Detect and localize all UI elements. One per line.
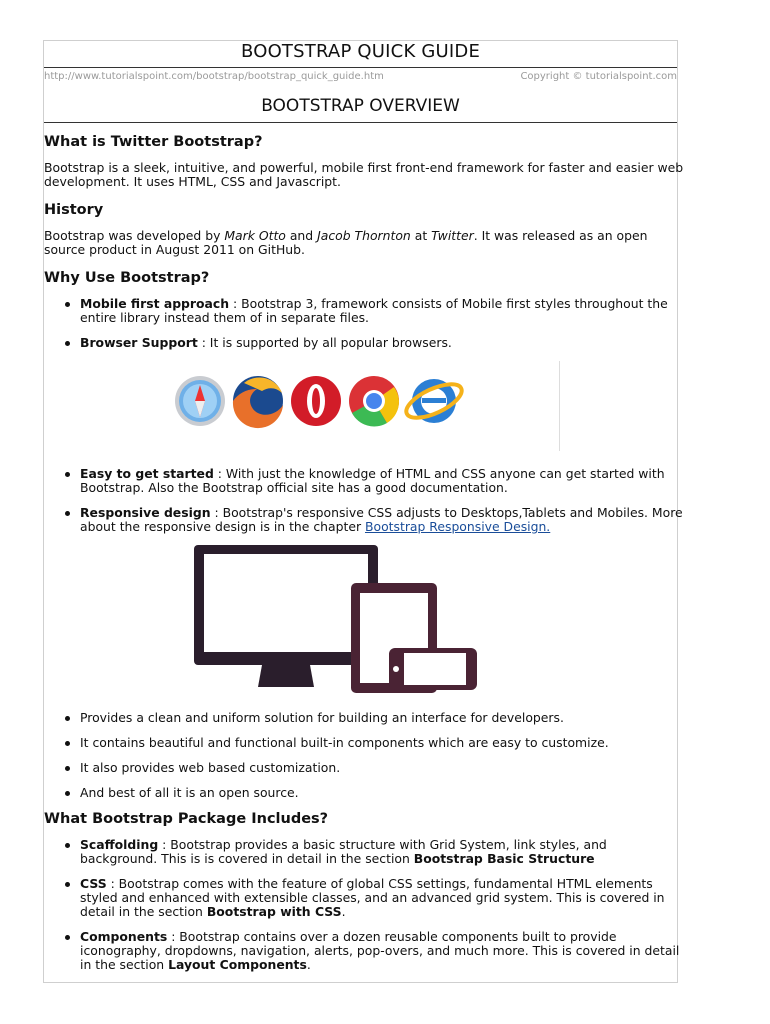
browser-logos-image (44, 361, 684, 451)
what-paragraph: Bootstrap is a sleek, intuitive, and powerful, mobile first front-end framework for faster and easier web development. It uses HTML, CSS and Javascript. (44, 160, 684, 189)
item-label: Responsive design (80, 505, 211, 520)
item-text: : Bootstrap contains over a dozen reusable components built to provide iconography, dropdowns, navigation, alerts, pop-overs, and much more. This is covered in detail in the section (80, 929, 680, 972)
section-reference: Bootstrap with CSS (206, 904, 342, 919)
responsive-design-link[interactable]: Bootstrap Responsive Design. (364, 519, 551, 534)
item-text: : It is supported by all popular browsers. (197, 335, 452, 350)
heading-package-includes: What Bootstrap Package Includes? (44, 811, 329, 827)
opera-icon (291, 376, 341, 426)
why-list-2 (44, 467, 684, 534)
author-name: Mark Otto (224, 228, 286, 243)
internet-explorer-icon (402, 377, 467, 424)
section-rule (44, 122, 677, 123)
list-item: It contains beautiful and functional built-in components which are easy to customize. (80, 736, 684, 750)
why-list-1 (44, 297, 684, 350)
heading-what-is: What is Twitter Bootstrap? (44, 134, 263, 150)
why-list-3 (44, 711, 684, 800)
title-rule (44, 67, 677, 68)
company-name: Twitter (431, 228, 474, 243)
page-title: BOOTSTRAP QUICK GUIDE (240, 41, 481, 62)
history-text: at (410, 228, 432, 243)
responsive-devices-image (44, 545, 684, 695)
list-item (80, 877, 684, 919)
list-item: Provides a clean and uniform solution for building an interface for developers. (80, 711, 684, 725)
chrome-icon (349, 376, 399, 427)
history-text: . It was released as an open source product in August 2011 on GitHub. (44, 228, 648, 257)
item-label: Browser Support (80, 335, 198, 350)
browser-logos-svg (44, 361, 564, 451)
list-item (80, 297, 684, 325)
copyright-text: Copyright © tutorialspoint.com (520, 71, 677, 82)
history-paragraph (44, 229, 684, 257)
item-label: CSS (80, 876, 107, 891)
item-label: Components (80, 929, 168, 944)
item-text-end: . (341, 904, 346, 919)
section-reference: Bootstrap Basic Structure (413, 851, 595, 866)
item-text: : Bootstrap comes with the feature of global CSS settings, fundamental HTML elements styled and enhanced with extensible classes, and an advanced grid system. This is covered in detail in the section (80, 876, 665, 919)
author-name: Jacob Thornton (317, 228, 411, 243)
history-text: Bootstrap was developed by (44, 228, 225, 243)
item-label: Mobile first approach (80, 296, 230, 311)
list-item (80, 467, 684, 495)
list-item (80, 506, 684, 534)
heading-history: History (44, 202, 104, 218)
section-title: BOOTSTRAP OVERVIEW (261, 96, 460, 116)
list-item (80, 838, 684, 866)
list-item (80, 930, 684, 972)
item-label: Scaffolding (80, 837, 159, 852)
safari-icon (175, 376, 225, 426)
image-border (559, 361, 560, 451)
item-text: : Bootstrap provides a basic structure with Grid System, link styles, and background. This is is covered in detail in the section (80, 837, 607, 866)
firefox-icon (233, 376, 283, 428)
list-item: It also provides web based customization. (80, 761, 684, 775)
list-item: And best of all it is an open source. (80, 786, 684, 800)
package-list (44, 838, 684, 972)
section-reference: Layout Components (168, 957, 307, 972)
item-text-end: . (306, 957, 311, 972)
phone-icon (389, 648, 477, 690)
item-text: : With just the knowledge of HTML and CSS anyone can get started with Bootstrap. Also the Bootstrap official site has a good documentation. (80, 466, 665, 495)
item-text: : Bootstrap's responsive CSS adjusts to Desktops,Tablets and Mobiles. More about the responsive design is in the chapter (80, 505, 683, 534)
desktop-monitor-icon (194, 545, 378, 687)
content (44, 134, 684, 983)
devices-svg (44, 545, 564, 695)
heading-why-use: Why Use Bootstrap? (44, 270, 210, 286)
item-label: Easy to get started (80, 466, 214, 481)
list-item (80, 336, 684, 350)
source-url[interactable]: http://www.tutorialspoint.com/bootstrap/bootstrap_quick_guide.htm (44, 71, 384, 82)
item-text: : Bootstrap 3, framework consists of Mobile first styles throughout the entire library instead them of in separate files. (80, 296, 668, 325)
document-page (43, 40, 684, 983)
history-text: and (285, 228, 318, 243)
